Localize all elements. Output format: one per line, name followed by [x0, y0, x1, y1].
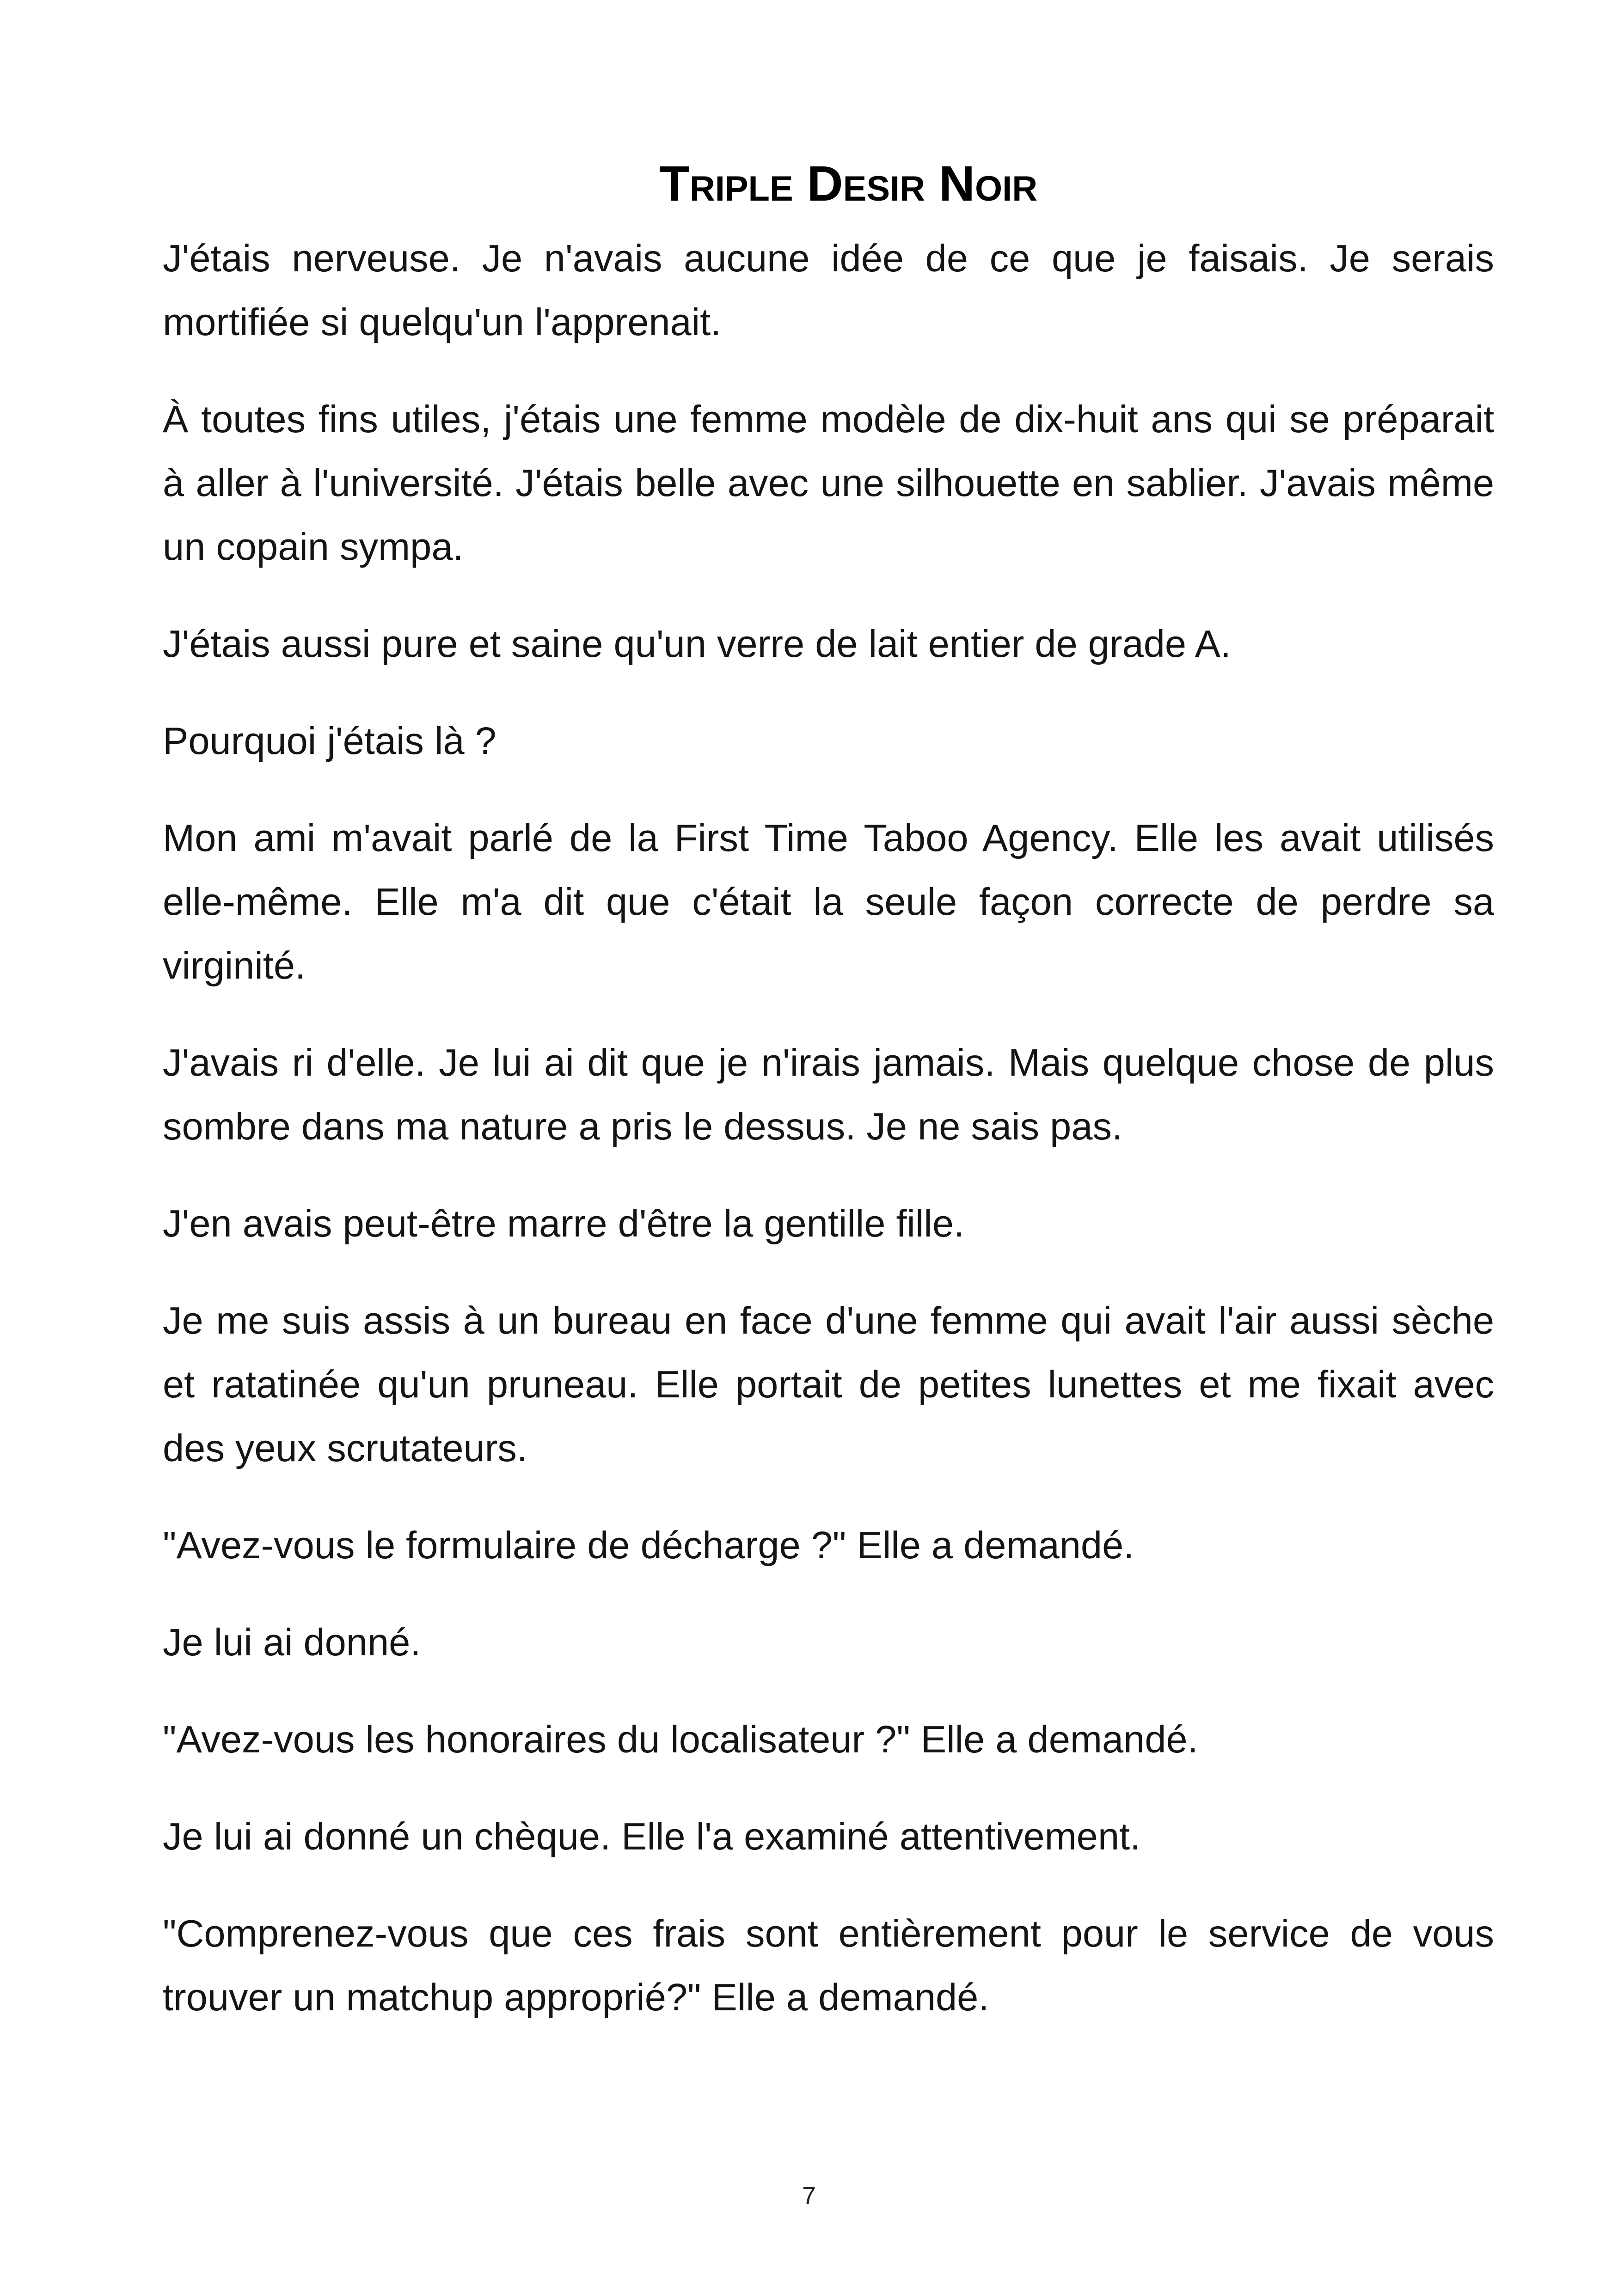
paragraph: J'en avais peut-être marre d'être la gentille fille.: [163, 1202, 965, 1245]
paragraph: J'étais aussi pure et saine qu'un verre de lait entier de grade A.: [163, 622, 1231, 665]
paragraph: J'avais ri d'elle. Je lui ai dit que je n'irais jamais. Mais quelque chose de plus sombre dans ma nature a pris le dessus. Je ne sais pas.: [163, 1041, 1494, 1148]
paragraph: "Avez-vous les honoraires du localisateur ?" Elle a demandé.: [163, 1718, 1198, 1761]
paragraph: Mon ami m'avait parlé de la First Time Taboo Agency. Elle les avait utilisés elle-même. Elle m'a dit que c'était la seule façon correcte de perdre sa virginité.: [163, 816, 1494, 987]
paragraph: J'étais nerveuse. Je n'avais aucune idée de ce que je faisais. Je serais mortifiée si quelqu'un l'apprenait.: [163, 237, 1494, 343]
paragraph: À toutes fins utiles, j'étais une femme modèle de dix-huit ans qui se préparait à aller à l'université. J'étais belle avec une silhouette en sablier. J'avais même un copain sympa.: [163, 398, 1494, 568]
paragraph: Pourquoi j'étais là ?: [163, 719, 496, 762]
chapter-title: Triple Desir Noir: [659, 155, 1038, 212]
paragraph: Je lui ai donné un chèque. Elle l'a examiné attentivement.: [163, 1815, 1141, 1858]
paragraph: "Comprenez-vous que ces frais sont entièrement pour le service de vous trouver un matchup approprié?" Elle a demandé.: [163, 1912, 1494, 2019]
paragraph: Je lui ai donné.: [163, 1621, 421, 1664]
paragraph: "Avez-vous le formulaire de décharge ?" Elle a demandé.: [163, 1524, 1134, 1567]
paragraph: Je me suis assis à un bureau en face d'une femme qui avait l'air aussi sèche et ratatinée qu'un pruneau. Elle portait de petites lunettes et me fixait avec des yeux scrutateurs.: [163, 1299, 1494, 1469]
page-number: 7: [802, 2182, 816, 2210]
body-text: [163, 227, 1494, 2029]
